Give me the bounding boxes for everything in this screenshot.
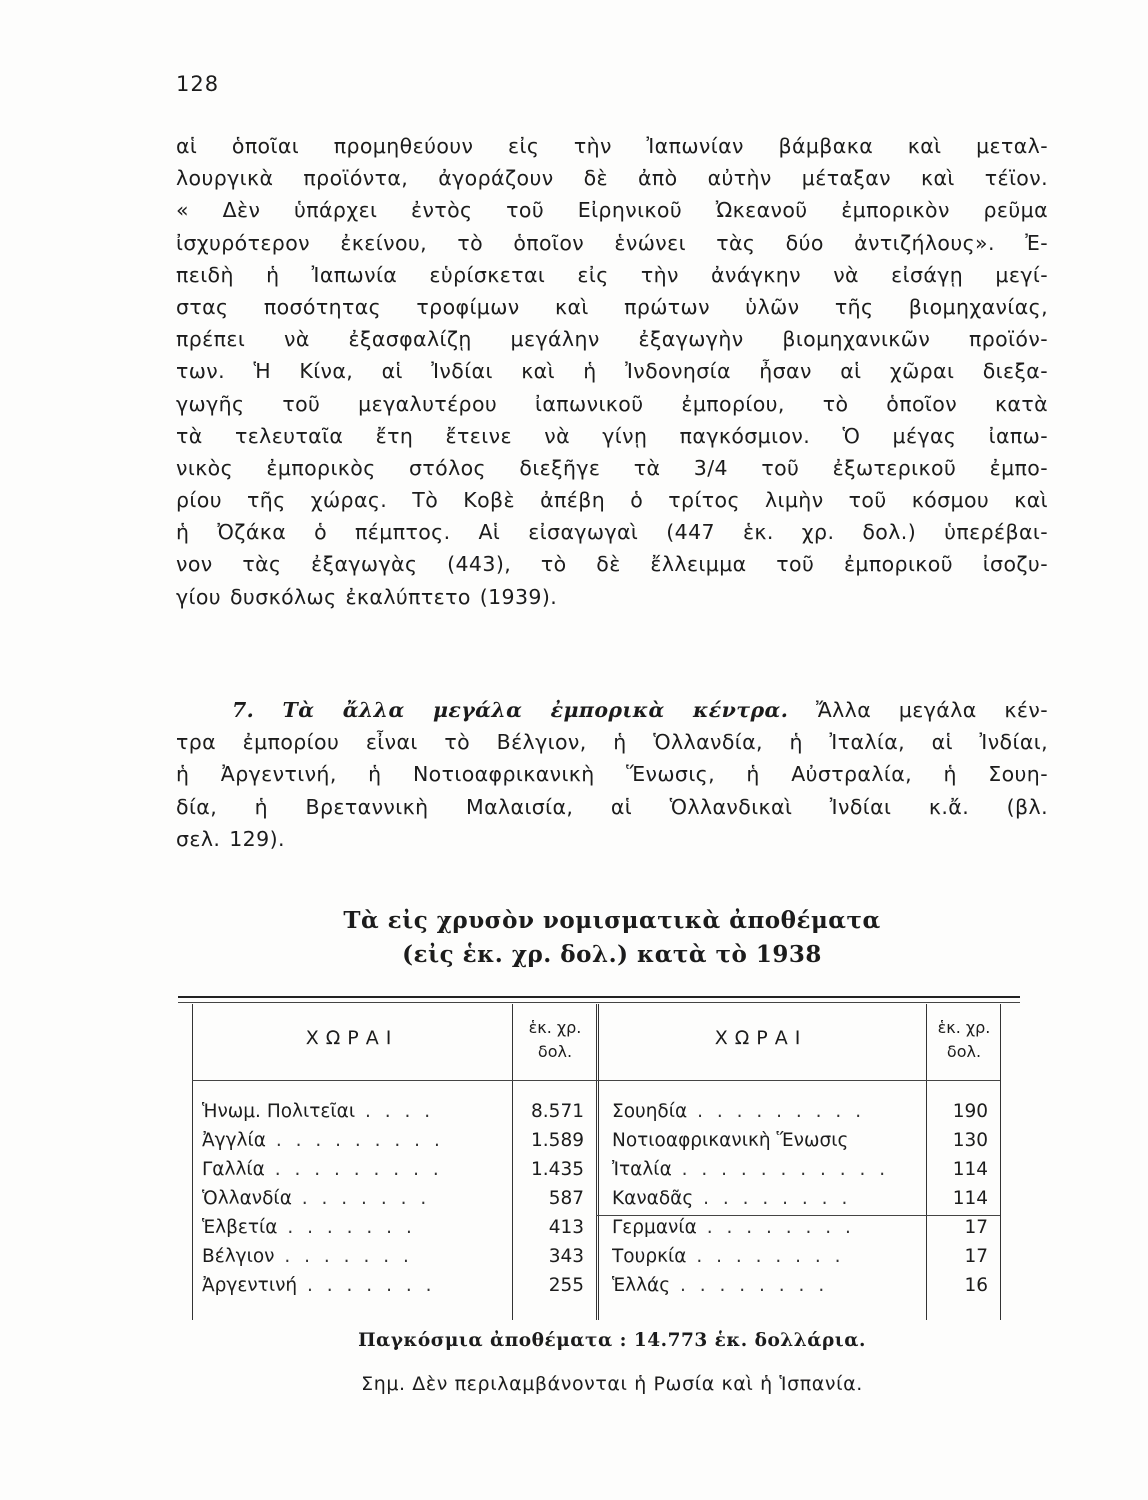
text-line: « Δὲν ὑπάρχει ἐντὸς τοῦ Εἰρηνικοῦ Ὠκεανοῦ ἐμπορικὸν ρεῦμα xyxy=(176,198,1048,223)
reserve-value: 587 xyxy=(548,1188,584,1209)
header-unit-line2: δολ. xyxy=(537,1042,573,1061)
text-line: ἰσχυρότερον ἐκείνου, τὸ ὁποῖον ἑνώνει τὰς δύο ἀντιζήλους». Ἐ- xyxy=(176,230,1048,255)
reserve-value: 114 xyxy=(952,1188,988,1209)
table-subtitle: (εἰς ἑκ. χρ. δολ.) κατὰ τὸ 1938 xyxy=(402,941,822,968)
country-name: Νοτιοαφρικανικὴ Ἕνωσις xyxy=(612,1130,849,1151)
text-line: νικὸς ἐμπορικὸς στόλος διεξῆγε τὰ 3/4 τοῦ ἐξωτερικοῦ ἐμπο- xyxy=(176,455,1048,480)
reserve-value: 114 xyxy=(952,1159,988,1180)
reserve-value: 17 xyxy=(964,1217,988,1238)
reserve-value: 1.435 xyxy=(531,1159,584,1180)
reserve-value: 17 xyxy=(964,1246,988,1267)
page-number: 128 xyxy=(176,72,220,96)
header-unit-left xyxy=(514,1016,596,1064)
country-name: Γερμανία . . . . . . . . xyxy=(612,1217,855,1238)
text-line: ἡ Ὀζάκα ὁ πέμπτος. Αἱ εἰσαγωγαὶ (447 ἑκ. χρ. δολ.) ὑπερέβαι- xyxy=(176,520,1048,545)
country-name: Ὁλλανδία . . . . . . . xyxy=(202,1188,431,1209)
table-border-right xyxy=(1000,1004,1001,1320)
table-top-rule xyxy=(178,996,1020,998)
country-name: Σουηδία . . . . . . . . . xyxy=(612,1101,866,1122)
text-line: στας ποσότητας τροφίμων καὶ πρώτων ὑλῶν τῆς βιομηχανίας, xyxy=(176,294,1048,319)
table-total: Παγκόσμια ἀποθέματα : 14.773 ἑκ. δολλάρια. xyxy=(358,1330,866,1351)
section-first-line-text: Ἄλλα μεγάλα κέν- xyxy=(815,698,1048,722)
reserve-value: 8.571 xyxy=(531,1101,584,1122)
section-first-line xyxy=(176,694,1048,726)
text-line: πρέπει νὰ ἐξασφαλίζῃ μεγάλην ἐξαγωγὴν βιομηχανικῶν προϊόν- xyxy=(176,327,1048,352)
table-title: Τὰ εἰς χρυσὸν νομισματικὰ ἀποθέματα xyxy=(343,907,881,934)
text-line: των. Ἡ Κίνα, αἱ Ἰνδίαι καὶ ἡ Ἰνδονησία ἦσαν αἱ χῶραι διεξα- xyxy=(176,359,1048,384)
header-unit-line1: ἑκ. χρ. xyxy=(528,1018,582,1037)
column-divider xyxy=(512,1004,513,1320)
text-line: τὰ τελευταῖα ἔτη ἔτεινε νὰ γίνῃ παγκόσμιον. Ὁ μέγας ἰαπω- xyxy=(176,423,1048,448)
country-name: Τουρκία . . . . . . . . xyxy=(612,1246,845,1267)
section-7 xyxy=(176,694,1048,855)
country-name: Καναδᾶς . . . . . . . . xyxy=(612,1188,852,1209)
country-name: Γαλλία . . . . . . . . . xyxy=(202,1159,443,1180)
country-name: Ἑλλάς . . . . . . . . xyxy=(612,1275,829,1296)
text-line: αἱ ὁποῖαι προμηθεύουν εἰς τὴν Ἰαπωνίαν βάμβακα καὶ μεταλ- xyxy=(176,134,1048,158)
header-unit-line2: δολ. xyxy=(946,1042,982,1061)
header-unit-line1: ἑκ. χρ. xyxy=(937,1018,991,1037)
text-line: πειδὴ ἡ Ἰαπωνία εὑρίσκεται εἰς τὴν ἀνάγκην νὰ εἰσάγῃ μεγί- xyxy=(176,262,1048,287)
column-divider-center xyxy=(596,1004,599,1320)
reserve-value: 413 xyxy=(548,1217,584,1238)
country-name: Ἑλβετία . . . . . . . xyxy=(202,1217,416,1238)
text-line: ἡ Ἀργεντινή, ἡ Νοτιοαφρικανικὴ Ἕνωσις, ἡ Αὐστραλία, ἡ Σουη- xyxy=(176,762,1048,787)
section-heading: 7. Τὰ ἄλλα μεγάλα ἐμπορικὰ κέντρα. xyxy=(232,698,789,722)
country-name: Ἀργεντινή . . . . . . . xyxy=(202,1275,436,1296)
country-name: Ἡνωμ. Πολιτεῖαι . . . . xyxy=(202,1101,435,1122)
text-line: γωγῆς τοῦ μεγαλυτέρου ἰαπωνικοῦ ἐμπορίου, τὸ ὁποῖον κατὰ xyxy=(176,391,1048,416)
reserve-value: 130 xyxy=(952,1130,988,1151)
reserve-value: 16 xyxy=(964,1275,988,1296)
text-line: νον τὰς ἐξαγωγὰς (443), τὸ δὲ ἔλλειμμα τοῦ ἐμπορικοῦ ἰσοζυ- xyxy=(176,552,1048,577)
text-line: λουργικὰ προϊόντα, ἀγοράζουν δὲ ἀπὸ αὐτὴν μέταξαν καὶ τέϊον. xyxy=(176,166,1048,191)
header-rule xyxy=(192,1080,1000,1081)
text-line: δία, ἡ Βρεταννικὴ Μαλαισία, αἱ Ὁλλανδικαὶ Ἰνδίαι κ.ἄ. (βλ. xyxy=(176,794,1048,819)
header-countries-right: ΧΩΡΑΙ xyxy=(714,1027,808,1049)
body-paragraph xyxy=(176,130,1048,613)
country-name: Ἰταλία . . . . . . . . . . . xyxy=(612,1159,890,1180)
text-line: σελ. 129). xyxy=(176,826,285,851)
header-unit-right xyxy=(928,1016,1000,1064)
country-name: Ἀγγλία . . . . . . . . . xyxy=(202,1130,444,1151)
table-border-left xyxy=(192,1004,193,1320)
text-line: ρίου τῆς χώρας. Τὸ Κοβὲ ἀπέβη ὁ τρίτος λιμὴν τοῦ κόσμου καὶ xyxy=(176,488,1048,513)
text-line: τρα ἐμπορίου εἶναι τὸ Βέλγιον, ἡ Ὁλλανδία, ἡ Ἰταλία, αἱ Ἰνδίαι, xyxy=(176,730,1048,755)
reserve-value: 190 xyxy=(952,1101,988,1122)
reserve-value: 343 xyxy=(548,1246,584,1267)
header-countries-left: ΧΩΡΑΙ xyxy=(305,1027,399,1049)
table-note: Σημ. Δὲν περιλαμβάνονται ἡ Ρωσία καὶ ἡ Ἱσπανία. xyxy=(361,1373,863,1395)
text-line: γίου δυσκόλως ἐκαλύπτετο (1939). xyxy=(176,584,558,609)
table-top-rule-thin xyxy=(178,1002,1020,1003)
reserve-value: 255 xyxy=(548,1275,584,1296)
column-divider xyxy=(926,1004,927,1320)
reserve-value: 1.589 xyxy=(531,1130,584,1151)
country-name: Βέλγιον . . . . . . . xyxy=(202,1246,413,1267)
